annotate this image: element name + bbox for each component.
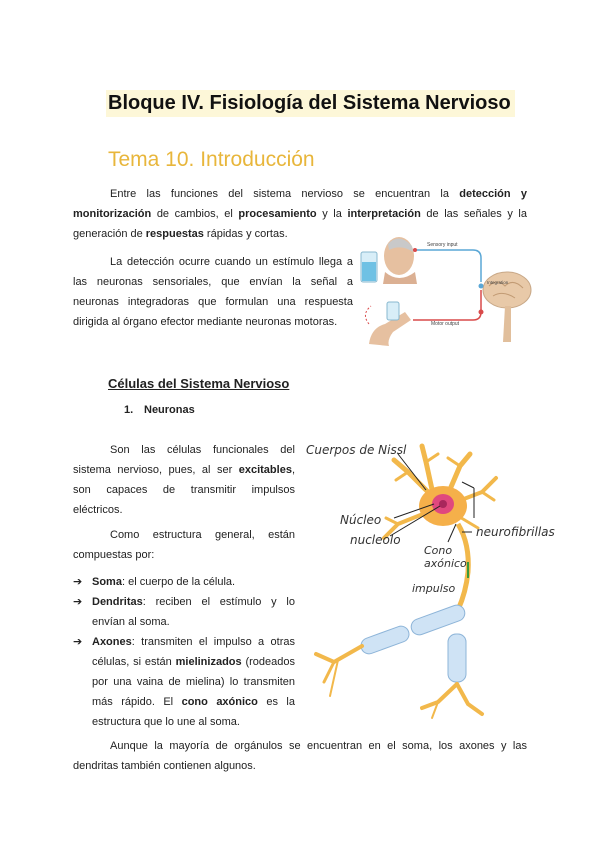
subsection-label: Neuronas bbox=[144, 404, 195, 416]
intro-text: y la bbox=[316, 208, 348, 220]
intro-text: rápidas y cortas. bbox=[203, 228, 288, 240]
list-term: Axones bbox=[92, 636, 132, 648]
detection-text: La detección ocurre cuando un estímulo llega a las neuronas sensoriales, que envían la señal a neuronas integradoras que formulan una respuesta dirigida al órgano efector mediante neuronas motoras. bbox=[73, 256, 353, 328]
neuron-illustration bbox=[298, 432, 558, 722]
human-head-icon bbox=[383, 237, 417, 284]
arrow-icon: ➔ bbox=[73, 576, 83, 588]
nucleolus bbox=[439, 500, 447, 508]
list-term: cono axónico bbox=[181, 696, 258, 708]
nucleolus-label: nucleolo bbox=[350, 533, 401, 547]
list-term: Soma bbox=[92, 576, 122, 588]
list-text: es la estructura que lo une al soma. bbox=[92, 696, 295, 728]
neuron-paragraph bbox=[73, 440, 295, 520]
sensory-input-label: Sensory input bbox=[427, 242, 458, 248]
list-item bbox=[73, 592, 295, 632]
list-term: Dendritas bbox=[92, 596, 143, 608]
intro-bold-term: detección y monitorización bbox=[73, 188, 528, 220]
integration-label: Integration bbox=[487, 280, 509, 285]
list-text: (rodeados por una vaina de mielina) lo transmiten más rápido. El bbox=[92, 656, 295, 708]
arrow-icon: ➔ bbox=[73, 596, 83, 608]
nissl-label: Cuerpos de Nissl bbox=[306, 443, 407, 457]
list-text: : reciben el estímulo y lo envían al soma. bbox=[92, 596, 295, 628]
intro-bold-term: procesamiento bbox=[238, 208, 317, 220]
topic-subtitle: Tema 10. Introducción bbox=[108, 148, 315, 171]
sensory-node bbox=[413, 248, 417, 252]
intro-text: de cambios, el bbox=[151, 208, 239, 220]
closing-text: Aunque la mayoría de orgánulos se encuentran en el soma, los axones y las dendritas también contienen algunos. bbox=[73, 740, 527, 772]
impulse-label: impulso bbox=[412, 582, 456, 595]
arm-with-glass-icon bbox=[365, 302, 411, 346]
neurofibrillas-label: neurofibrillas bbox=[476, 525, 555, 539]
detection-paragraph bbox=[73, 252, 353, 332]
axon-hillock-label-line1: Cono bbox=[424, 544, 453, 557]
list-text: : transmiten el impulso a otras células, si están bbox=[92, 636, 295, 668]
structure-text: Como estructura general, están compuestas por: bbox=[73, 529, 295, 561]
myelin-sheath bbox=[359, 603, 467, 682]
intro-bold-term: respuestas bbox=[145, 228, 204, 240]
intro-text: Entre las funciones del sistema nervioso se encuentran la bbox=[110, 188, 460, 200]
list-item bbox=[73, 632, 295, 732]
arrow-icon: ➔ bbox=[73, 636, 83, 648]
motor-pathway-line bbox=[413, 290, 481, 320]
intro-text: de las señales y la generación de bbox=[73, 208, 527, 240]
page-title: Bloque IV. Fisiología del Sistema Nervioso bbox=[106, 90, 515, 117]
subsection-number: 1. bbox=[124, 404, 134, 416]
neuron-text: , son capaces de transmitir impulsos eléctricos. bbox=[73, 464, 295, 516]
motor-output-label: Motor output bbox=[431, 321, 460, 327]
list-item bbox=[73, 572, 295, 592]
nervous-system-flow-diagram bbox=[355, 232, 535, 350]
section-heading: Células del Sistema Nervioso bbox=[108, 376, 290, 391]
nucleus-label: Núcleo bbox=[340, 513, 382, 527]
structure-list bbox=[73, 572, 295, 732]
intro-bold-term: interpretación bbox=[347, 208, 421, 220]
integration-node bbox=[479, 284, 484, 289]
closing-paragraph bbox=[73, 736, 527, 776]
subsection-heading bbox=[124, 404, 195, 416]
list-term: mielinizados bbox=[175, 656, 242, 668]
neuron-bold-term: excitables bbox=[238, 464, 292, 476]
water-glass-icon bbox=[361, 252, 377, 282]
structure-paragraph bbox=[73, 525, 295, 565]
list-text: : el cuerpo de la célula. bbox=[121, 576, 236, 588]
neuron-text: Son las células funcionales del sistema nervioso, pues, al ser bbox=[73, 444, 295, 476]
axon-hillock-label-line2: axónico bbox=[424, 557, 467, 570]
sensory-pathway-line bbox=[413, 250, 481, 282]
motor-node bbox=[479, 310, 484, 315]
